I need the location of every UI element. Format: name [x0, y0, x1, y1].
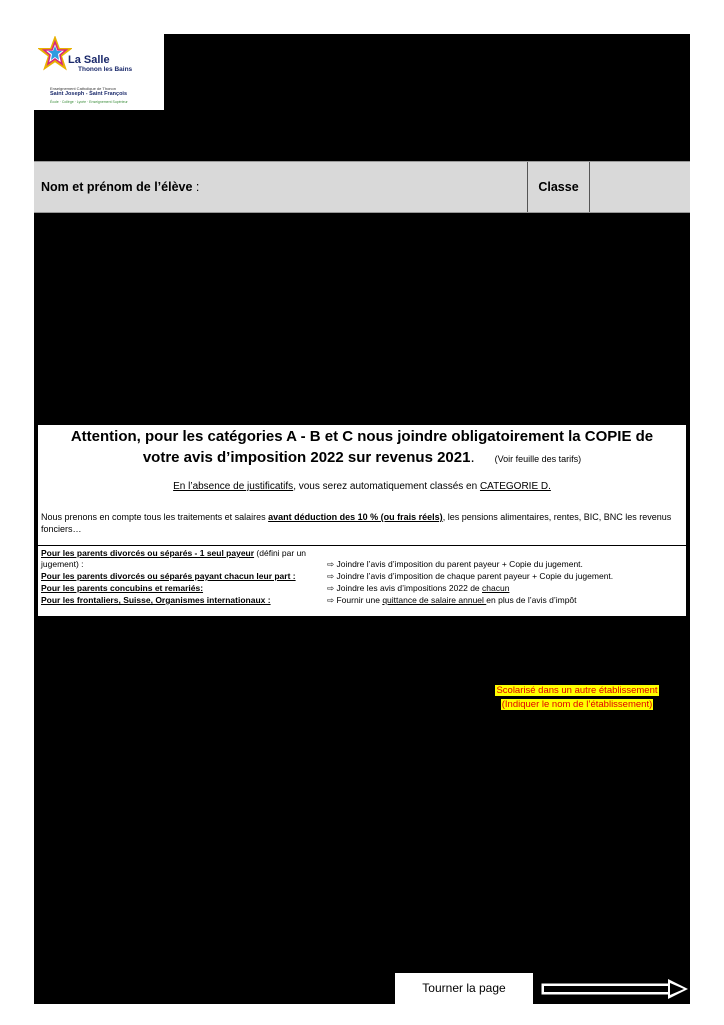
other-school-line2: (Indiquer le nom de l’établissement)	[501, 699, 653, 710]
turn-page-label: Tourner la page	[422, 981, 506, 995]
rule-row-1-label	[41, 548, 327, 570]
column-divider	[589, 162, 590, 212]
notice-heading-note: (Voir feuille des tarifs)	[494, 454, 582, 464]
rule-4-action-c: en plus de l’avis d’impôt	[486, 595, 577, 605]
rule-1-tail: (défini par un jugement) :	[41, 548, 307, 569]
student-name-colon: :	[192, 180, 200, 194]
other-school-note	[484, 684, 670, 712]
para-part-c: , les pensions alimentaires, rentes, BIC, BNC les revenus fonciers…	[41, 512, 672, 534]
notice-heading-line1: Attention, pour les catégories A - B et C nous joindre obligatoirement la COPIE de	[70, 428, 654, 445]
para-part-a: Nous prenons en compte tous les traitements et salaires	[41, 512, 269, 522]
school-logo	[34, 34, 164, 110]
logo-brand-sub: Thonon les Bains	[78, 66, 133, 73]
parent-rules-table	[38, 546, 686, 616]
rule-row-3-action	[327, 583, 509, 594]
absence-part-b: , vous serez automatiquement classés en	[293, 481, 480, 492]
rule-3-bold: Pour les parents concubins et remariés:	[41, 583, 204, 593]
income-paragraph	[41, 511, 686, 535]
rule-row-3-label	[41, 583, 203, 594]
notice-heading-line2	[38, 449, 686, 466]
rule-3-action-b: chacun	[482, 583, 510, 593]
other-school-line1: Scolarisé dans un autre établissement	[496, 685, 658, 696]
absence-warning	[38, 481, 686, 492]
absence-part-a: En l’absence de justificatifs	[173, 481, 294, 492]
tax-notice-box	[38, 425, 686, 545]
absence-part-c: CATEGORIE D.	[479, 481, 551, 492]
star-logo-icon	[38, 36, 72, 72]
rule-row-2-action: ⇨ Joindre l’avis d’imposition de chaque parent payeur + Copie du jugement.	[327, 571, 614, 581]
right-arrow-icon	[540, 978, 690, 1000]
logo-line1: Enseignement Catholique de Thonon	[50, 86, 116, 91]
para-part-b: avant déduction des 10 % (ou frais réels)	[268, 512, 443, 522]
rule-row-4-label	[41, 595, 271, 606]
student-name-label: Nom et prénom de l’élève	[41, 180, 193, 194]
logo-brand: La Salle	[68, 54, 110, 66]
notice-heading-dot: .	[470, 449, 475, 466]
rule-4-action-b: quittance de salaire annuel	[382, 595, 487, 605]
rule-1-bold: Pour les parents divorcés ou séparés - 1 seul payeur	[41, 548, 255, 558]
student-name-row	[34, 161, 690, 213]
rule-row-1-action: ⇨ Joindre l’avis d’imposition du parent payeur + Copie du jugement.	[327, 559, 583, 569]
rule-3-action-a: ⇨ Joindre les avis d’impositions 2022 de	[327, 583, 483, 593]
logo-line2: Saint Joseph - Saint François	[50, 91, 128, 97]
rule-2-bold: Pour les parents divorcés ou séparés payant chacun leur part :	[41, 571, 296, 581]
class-label: Classe	[538, 180, 579, 194]
rule-row-2-label	[41, 571, 296, 582]
logo-line3: École · Collège · Lycée · Enseignement Supérieur	[50, 100, 128, 104]
turn-page-box[interactable]	[395, 973, 533, 1004]
rule-4-action-a: ⇨ Fournir une	[327, 595, 383, 605]
student-name-field[interactable]	[41, 180, 199, 194]
notice-heading-line2-text: votre avis d’imposition 2022 sur revenus 2021	[142, 449, 471, 466]
rule-4-bold: Pour les frontaliers, Suisse, Organismes internationaux :	[41, 595, 271, 605]
rule-row-4-action	[327, 595, 577, 606]
